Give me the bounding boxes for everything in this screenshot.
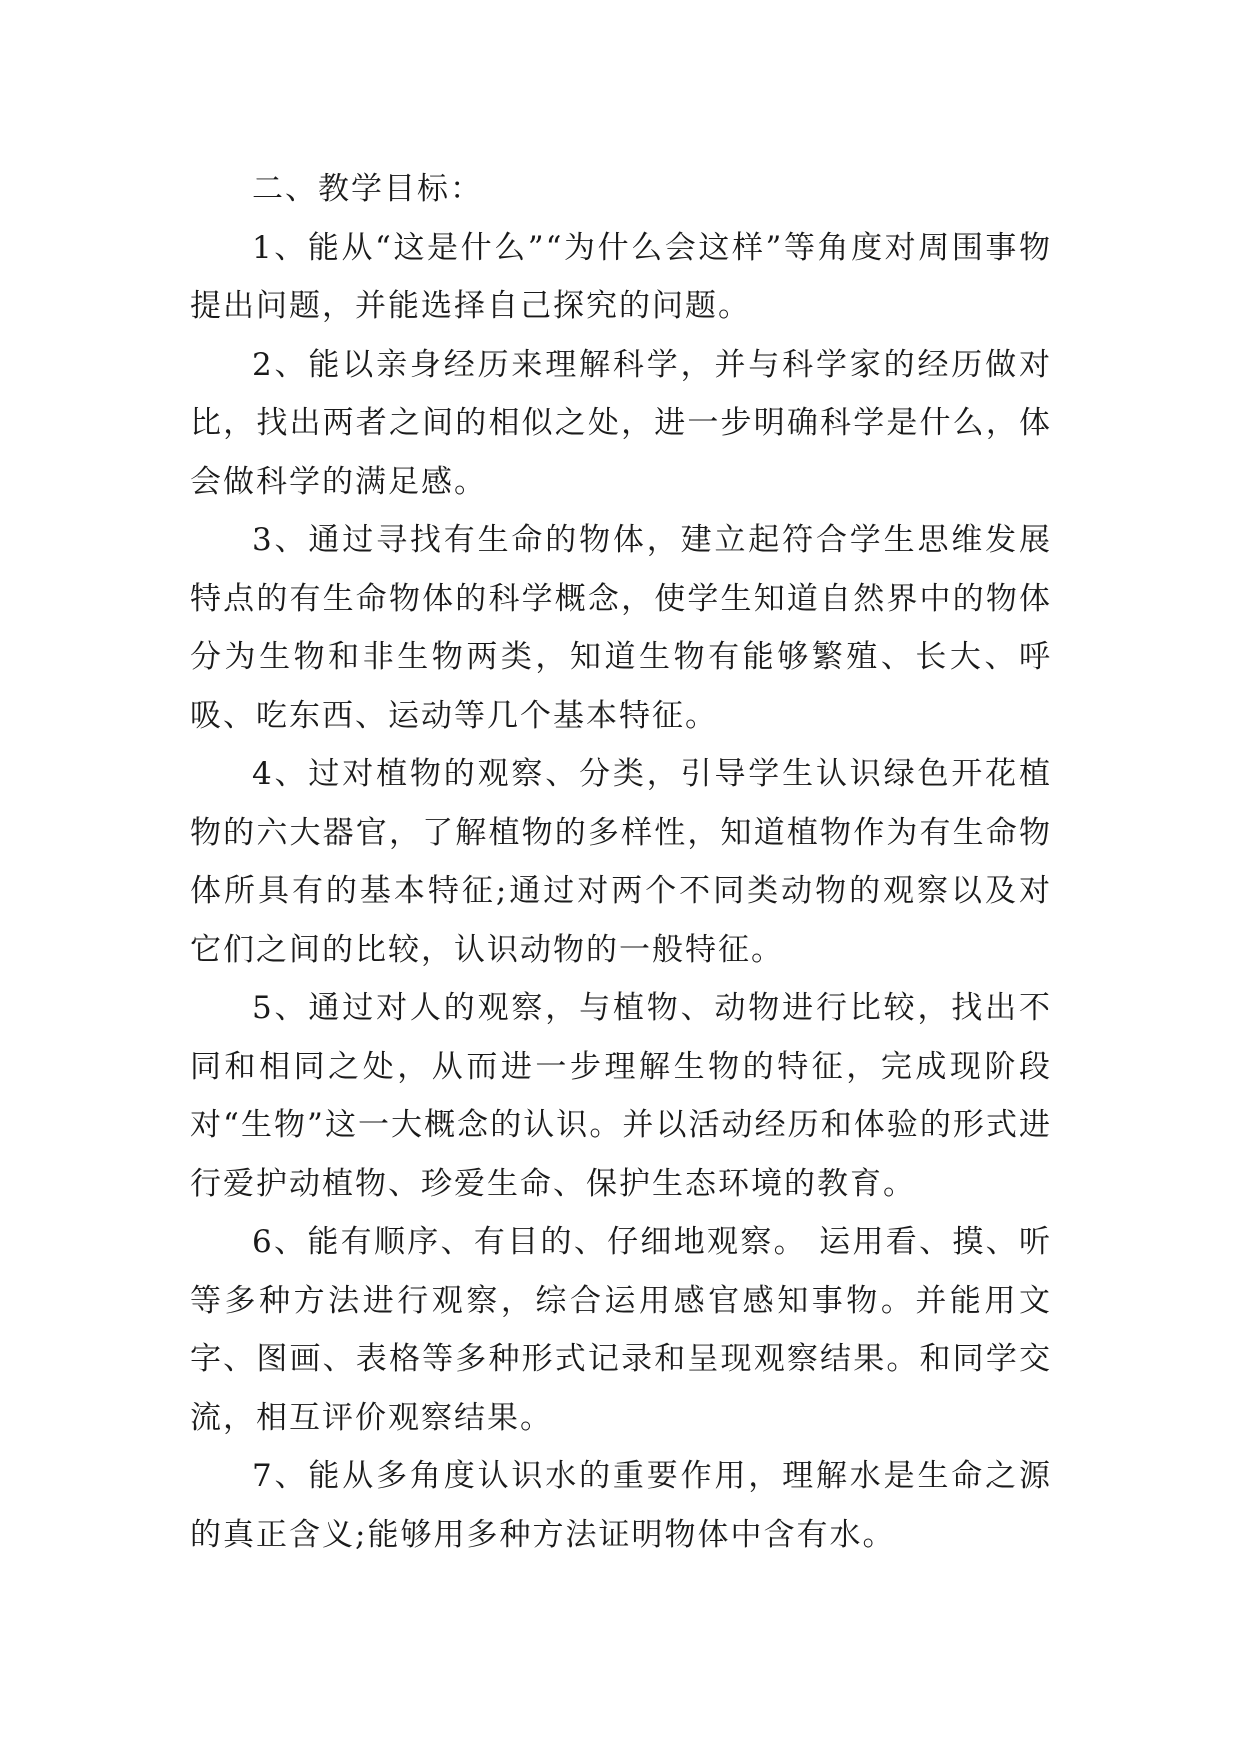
objective-paragraph-6: 6、能有顺序、有目的、仔细地观察。 运用看、摸、听等多种方法进行观察，综合运用感官感知事物。并能用文字、图画、表格等多种形式记录和呈现观察结果。和同学交流，相互评价观察结果。 [190, 1224, 1052, 1436]
objective-paragraph-4: 4、过对植物的观察、分类，引导学生认识绿色开花植物的六大器官，了解植物的多样性，知道植物作为有生命物体所具有的基本特征;通过对两个不同类动物的观察以及对它们之间的比较，认识动物的一般特征。 [190, 756, 1052, 968]
objective-paragraph-7: 7、能从多角度认识水的重要作用，理解水是生命之源的真正含义;能够用多种方法证明物体中含有水。 [190, 1458, 1052, 1553]
objective-paragraph-3: 3、通过寻找有生命的物体，建立起符合学生思维发展特点的有生命物体的科学概念，使学生知道自然界中的物体分为生物和非生物两类，知道生物有能够繁殖、长大、呼吸、吃东西、运动等几个基本特征。 [190, 522, 1052, 734]
document-body [190, 160, 1052, 1564]
objective-paragraph-5: 5、通过对人的观察，与植物、动物进行比较，找出不同和相同之处，从而进一步理解生物的特征，完成现阶段对“生物”这一大概念的认识。并以活动经历和体验的形式进行爱护动植物、珍爱生命、保护生态环境的教育。 [190, 990, 1052, 1202]
section-heading: 二、教学目标： [252, 171, 483, 207]
objective-paragraph-1: 1、能从“这是什么”“为什么会这样”等角度对周围事物提出问题，并能选择自己探究的问题。 [190, 229, 1052, 324]
objective-paragraph-2: 2、能以亲身经历来理解科学，并与科学家的经历做对比，找出两者之间的相似之处，进一步明确科学是什么，体会做科学的满足感。 [190, 346, 1052, 500]
